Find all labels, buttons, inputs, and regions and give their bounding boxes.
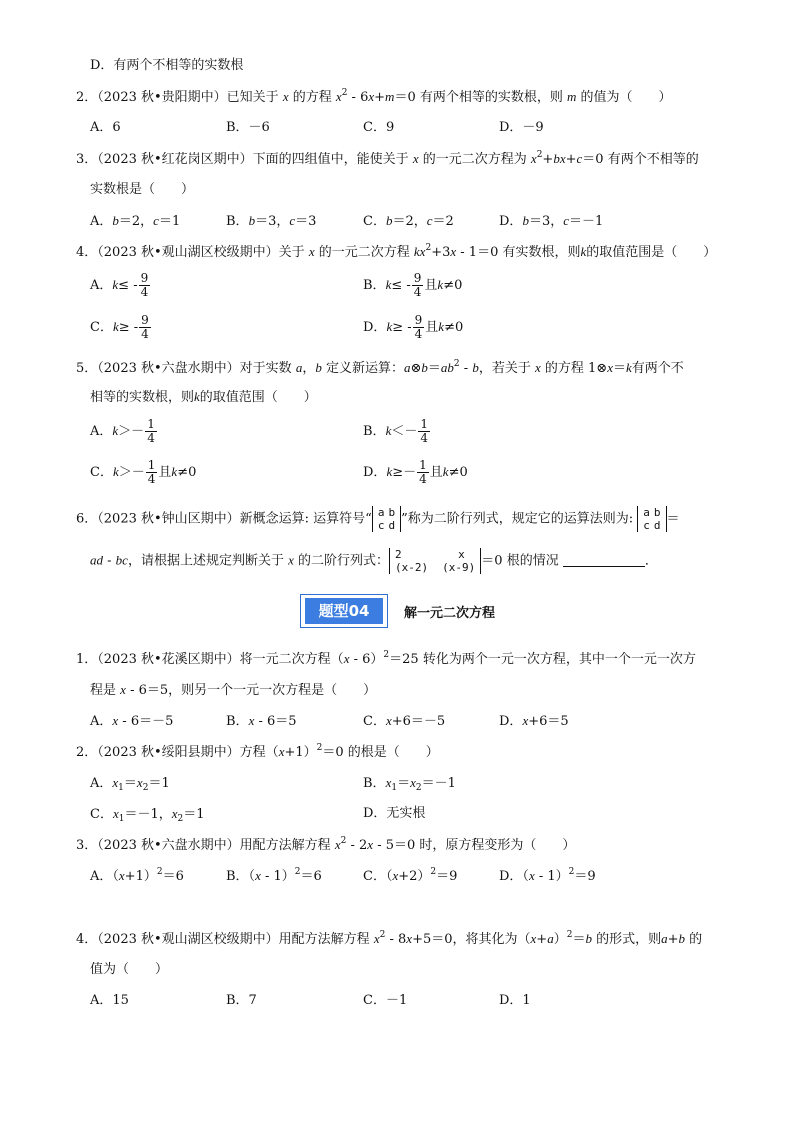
section-title: 解一元二次方程 <box>404 606 496 621</box>
option-c[interactable]: C．b＝2，c＝2 <box>363 213 454 229</box>
fraction: $\frac{1}{4}$ <box>419 458 427 486</box>
option-d[interactable]: D．k≥ - $\frac{9}{4}$ 且k≠0 <box>363 313 464 341</box>
question-5-stem: 5．（2023 秋•六盘水期中）对于实数 a，b 定义新运算：$a\otimes b=ab^2 - b$，若关于 x 的方程 1⊗x＝k有两个不 <box>76 359 684 376</box>
question-4-stem: 4．（2023 秋•观山湖区校级期中）用配方法解方程 $x^2 - 8x+5=0$，将其化为$(x+a)^2=b$ 的形式，则a+b 的 <box>76 930 703 947</box>
fraction: $\frac{1}{4}$ <box>147 458 156 486</box>
option-a[interactable]: A．$x_1=x_2=1$ <box>90 775 170 793</box>
question-1-stem-cont: 程是 x - 6＝5，则另一个一元一次方程是（ ） <box>90 682 377 698</box>
question-2-stem: 2．（2023 秋•绥阳县期中）方程$(x+1)^2=0$ 的根是（ ） <box>76 743 439 760</box>
question-1-stem: 1．（2023 秋•花溪区期中）将一元二次方程（x - 6）$^2$＝25 转化为两个一元一次方程，其中一个一元一次方 <box>76 650 696 667</box>
determinant-symbol: a b c d <box>637 506 666 532</box>
option-a[interactable]: A．x - 6＝－5 <box>90 713 174 729</box>
question-5-stem-cont: 相等的实数根，则k的取值范围（ ） <box>90 389 317 405</box>
option-a[interactable]: A．$(x+1)^2=6$ <box>90 867 184 884</box>
option-a[interactable]: A．15 <box>90 993 129 1008</box>
question-6-stem-cont: ad - bc，请根据上述规定判断关于 x 的二阶行列式： 2 x (x-2) (x-9) ＝0 根的情况 ． <box>90 548 658 574</box>
question-6-stem: 6．（2023 秋•钟山区期中）新概念运算: 运算符号“ a b c d ”称为二阶行列式，规定它的运算法则为: a b c d ＝ <box>76 506 680 532</box>
option-d[interactable]: D．x+6＝5 <box>499 713 569 729</box>
option-d[interactable]: D．b＝3，c＝－1 <box>499 213 604 229</box>
fraction: $\frac{1}{4}$ <box>147 417 155 445</box>
option-b[interactable]: B．k＜－ $\frac{1}{4}$ <box>363 417 428 445</box>
option-b[interactable]: B．k≤ - $\frac{9}{4}$ 且k≠0 <box>363 271 463 299</box>
option-d[interactable]: D．1 <box>499 993 531 1008</box>
question-3-stem-cont: 实数根是（ ） <box>90 182 195 197</box>
option-b[interactable]: B．（x - 1）$^2$＝6 <box>226 867 322 884</box>
question-4-stem: 4．（2023 秋•观山湖区校级期中）关于 x 的一元二次方程 $kx^2+3x - 1=0$ 有实数根，则k的取值范围是（ ） <box>76 243 717 260</box>
option-d[interactable]: D．（x - 1）$^2$＝9 <box>499 867 596 884</box>
fraction: $\frac{9}{4}$ <box>141 313 149 341</box>
fraction: $\frac{9}{4}$ <box>414 313 423 341</box>
fraction: $\frac{9}{4}$ <box>140 271 149 299</box>
option-c[interactable]: C．k≥ - $\frac{9}{4}$ <box>90 313 149 341</box>
option-c[interactable]: C．－1 <box>363 993 408 1008</box>
option-a[interactable]: A．k＞－ $\frac{1}{4}$ <box>90 417 155 445</box>
answer-blank[interactable] <box>563 554 645 567</box>
option-b[interactable]: B．7 <box>226 993 257 1008</box>
fraction: $\frac{1}{4}$ <box>420 417 428 445</box>
option-c[interactable]: C．k＞－ $\frac{1}{4}$ 且k≠0 <box>90 458 197 486</box>
option-a[interactable]: A．b＝2，c＝1 <box>90 213 181 229</box>
option-d[interactable]: D．－9 <box>499 120 544 135</box>
option-a[interactable]: A．k≤ - $\frac{9}{4}$ <box>90 271 149 299</box>
option-c[interactable]: C．$(x+2)^2=9$ <box>363 867 458 884</box>
question-3-stem: 3．（2023 秋•红花岗区期中）下面的四组值中，能使关于 x 的一元二次方程为 $x^2+bx+c=0$ 有两个不相等的 <box>76 150 699 167</box>
option-c[interactable]: C．x+6＝－5 <box>363 713 446 729</box>
option-d[interactable]: D．无实根 <box>363 806 426 821</box>
question-4-stem-cont: 值为（ ） <box>90 962 169 977</box>
section-badge: 题型04 <box>300 592 388 628</box>
option-b[interactable]: B．x - 6＝5 <box>226 713 297 729</box>
option-d[interactable]: D．k≥－ $\frac{1}{4}$ 且k≠0 <box>363 458 468 486</box>
option-b[interactable]: B．b＝3，c＝3 <box>226 213 317 229</box>
determinant-matrix: 2 x (x-2) (x-9) <box>389 548 481 574</box>
option-c[interactable]: C．$x_1=-1$，$x_2=1$ <box>90 806 205 824</box>
option-c[interactable]: C．9 <box>363 120 395 135</box>
determinant-symbol: a b c d <box>372 506 401 532</box>
option-b[interactable]: B．－6 <box>226 120 270 135</box>
option-d: D．有两个不相等的实数根 <box>90 58 244 73</box>
question-2-stem: 2．（2023 秋•贵阳期中）已知关于 x 的方程 $x^2 - 6x+m=0$ 有两个相等的实数根，则 m 的值为（ ） <box>76 88 672 105</box>
option-a[interactable]: A．6 <box>90 120 121 135</box>
option-b[interactable]: B．$x_1=x_2=-1$ <box>363 775 456 793</box>
question-3-stem: 3．（2023 秋•六盘水期中）用配方法解方程 $x^2 - 2x - 5=0$ 时，原方程变形为（ ） <box>76 836 576 853</box>
fraction: $\frac{9}{4}$ <box>413 271 422 299</box>
